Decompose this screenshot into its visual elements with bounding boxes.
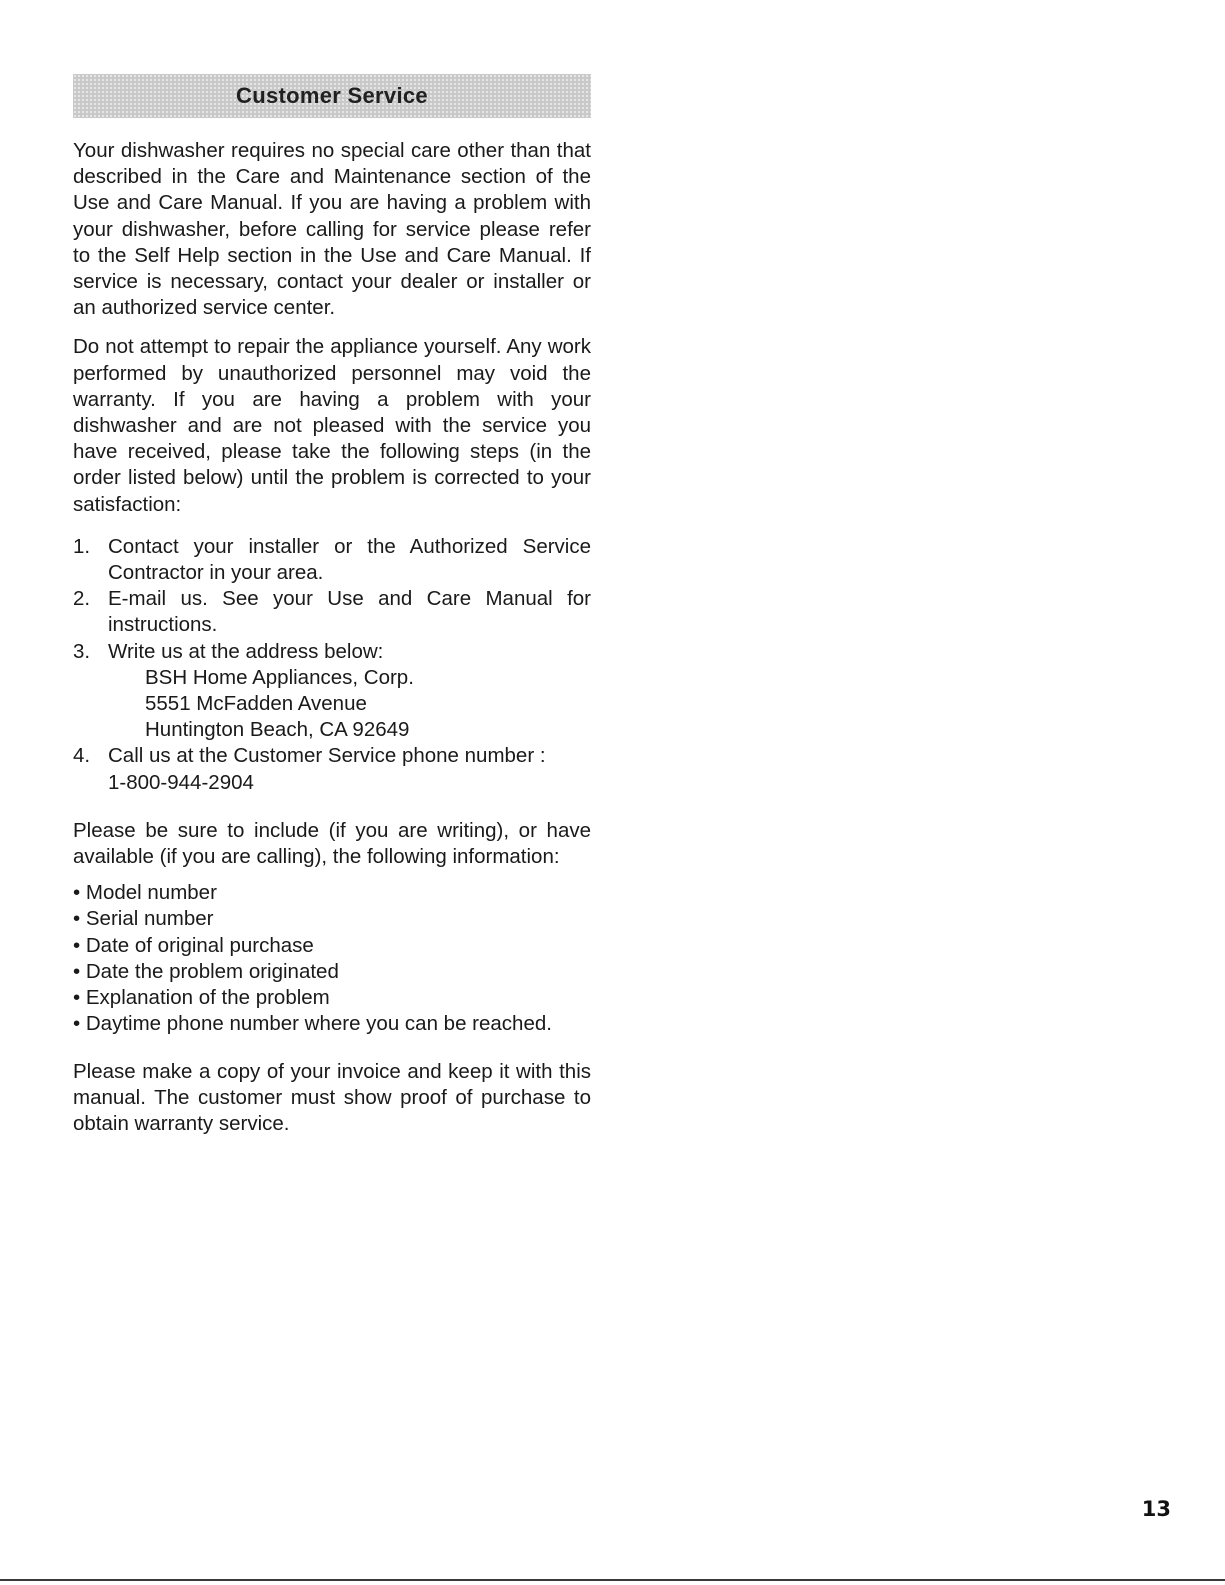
info-request-paragraph: Please be sure to include (if you are writing), or have available (if you are calling), the following information: (73, 818, 591, 869)
section-title: Customer Service (236, 83, 428, 108)
required-info-list (73, 880, 591, 1037)
step-item (73, 534, 591, 586)
step-number: 2. (73, 587, 91, 611)
section-header-bar (73, 74, 591, 118)
list-item: • Explanation of the problem (73, 986, 330, 1010)
step-text: Call us at the Customer Service phone number : (108, 744, 546, 768)
intro-paragraph: Your dishwasher requires no special care other than that described in the Care and Maintenance section of the Use and Care Manual. If you are having a problem with your dishwasher, before calling for service please refer to the Self Help section in the Use and Care Manual. If service is necessary, contact your dealer or installer or an authorized service center. (73, 139, 591, 320)
step-item (73, 586, 591, 638)
address-line: BSH Home Appliances, Corp. (145, 665, 414, 689)
warning-paragraph: Do not attempt to repair the appliance yourself. Any work performed by unauthorized personnel may void the warranty. If you are having a problem with your dishwasher and are not pleased with the service you have received, please take the following steps (in the order listed below) until the problem is corrected to your satisfaction: (73, 335, 591, 516)
phone-number: 1-800-944-2904 (108, 770, 254, 794)
address-line: 5551 McFadden Avenue (145, 692, 367, 716)
bottom-divider (0, 1579, 1225, 1581)
step-item (73, 639, 591, 744)
step-text: Contact your installer or the Authorized Service Contractor in your area. (108, 534, 591, 585)
service-steps-list (73, 534, 591, 796)
proof-of-purchase-paragraph: Please make a copy of your invoice and keep it with this manual. The customer must show proof of purchase to obtain warranty service. (73, 1059, 591, 1135)
step-text: Write us at the address below: (108, 639, 384, 663)
list-item: • Daytime phone number where you can be reached. (73, 1012, 552, 1036)
step-item (73, 743, 591, 795)
main-content (73, 138, 591, 1137)
address-line: Huntington Beach, CA 92649 (145, 718, 410, 742)
list-item: • Model number (73, 881, 217, 905)
list-item: • Serial number (73, 907, 214, 931)
step-number: 1. (73, 534, 91, 558)
page-number: 13 (1141, 1497, 1171, 1521)
step-text: E-mail us. See your Use and Care Manual for instructions. (108, 587, 591, 637)
list-item: • Date the problem originated (73, 959, 339, 983)
step-number: 4. (73, 744, 91, 768)
step-number: 3. (73, 639, 91, 663)
mailing-address (108, 665, 591, 744)
list-item: • Date of original purchase (73, 933, 314, 957)
